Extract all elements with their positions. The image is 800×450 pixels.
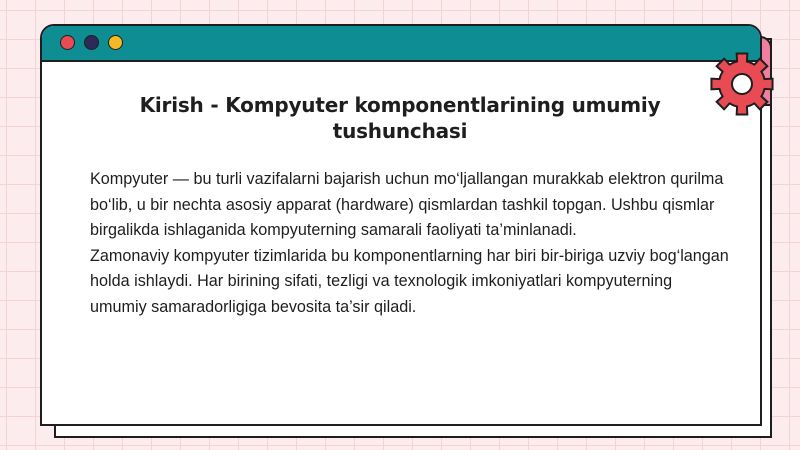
slide-title: Kirish - Kompyuter komponentlarining umumiy tushunchasi (139, 93, 661, 143)
paragraph-modern-systems: Zamonaviy kompyuter tizimlarida bu komponentlarning har biri bir-biriga uzviy bog‘langan holda ishlaydi. Har birining sifati, tezligi va texnologik imkoniyatlari kompyuterning umumiy samaradorligiga bevosita ta’sir qiladi. (90, 246, 729, 316)
close-dot-icon (60, 35, 75, 50)
gear-icon (708, 50, 776, 118)
window-titlebar (42, 26, 760, 62)
minimize-dot-icon (84, 35, 99, 50)
paragraph-intro: Kompyuter — bu turli vazifalarni bajarish uchun mo‘ljallangan murakkab elektron qurilma bo‘lib, u bir nechta asosiy apparat (hardware) qismlardan tashkil topgan. Ushbu qismlar birgalikda ishlaganida kompyuterning samarali faoliyati ta’minlanadi. (90, 170, 724, 239)
maximize-dot-icon (108, 35, 123, 50)
slide-body (90, 167, 730, 320)
